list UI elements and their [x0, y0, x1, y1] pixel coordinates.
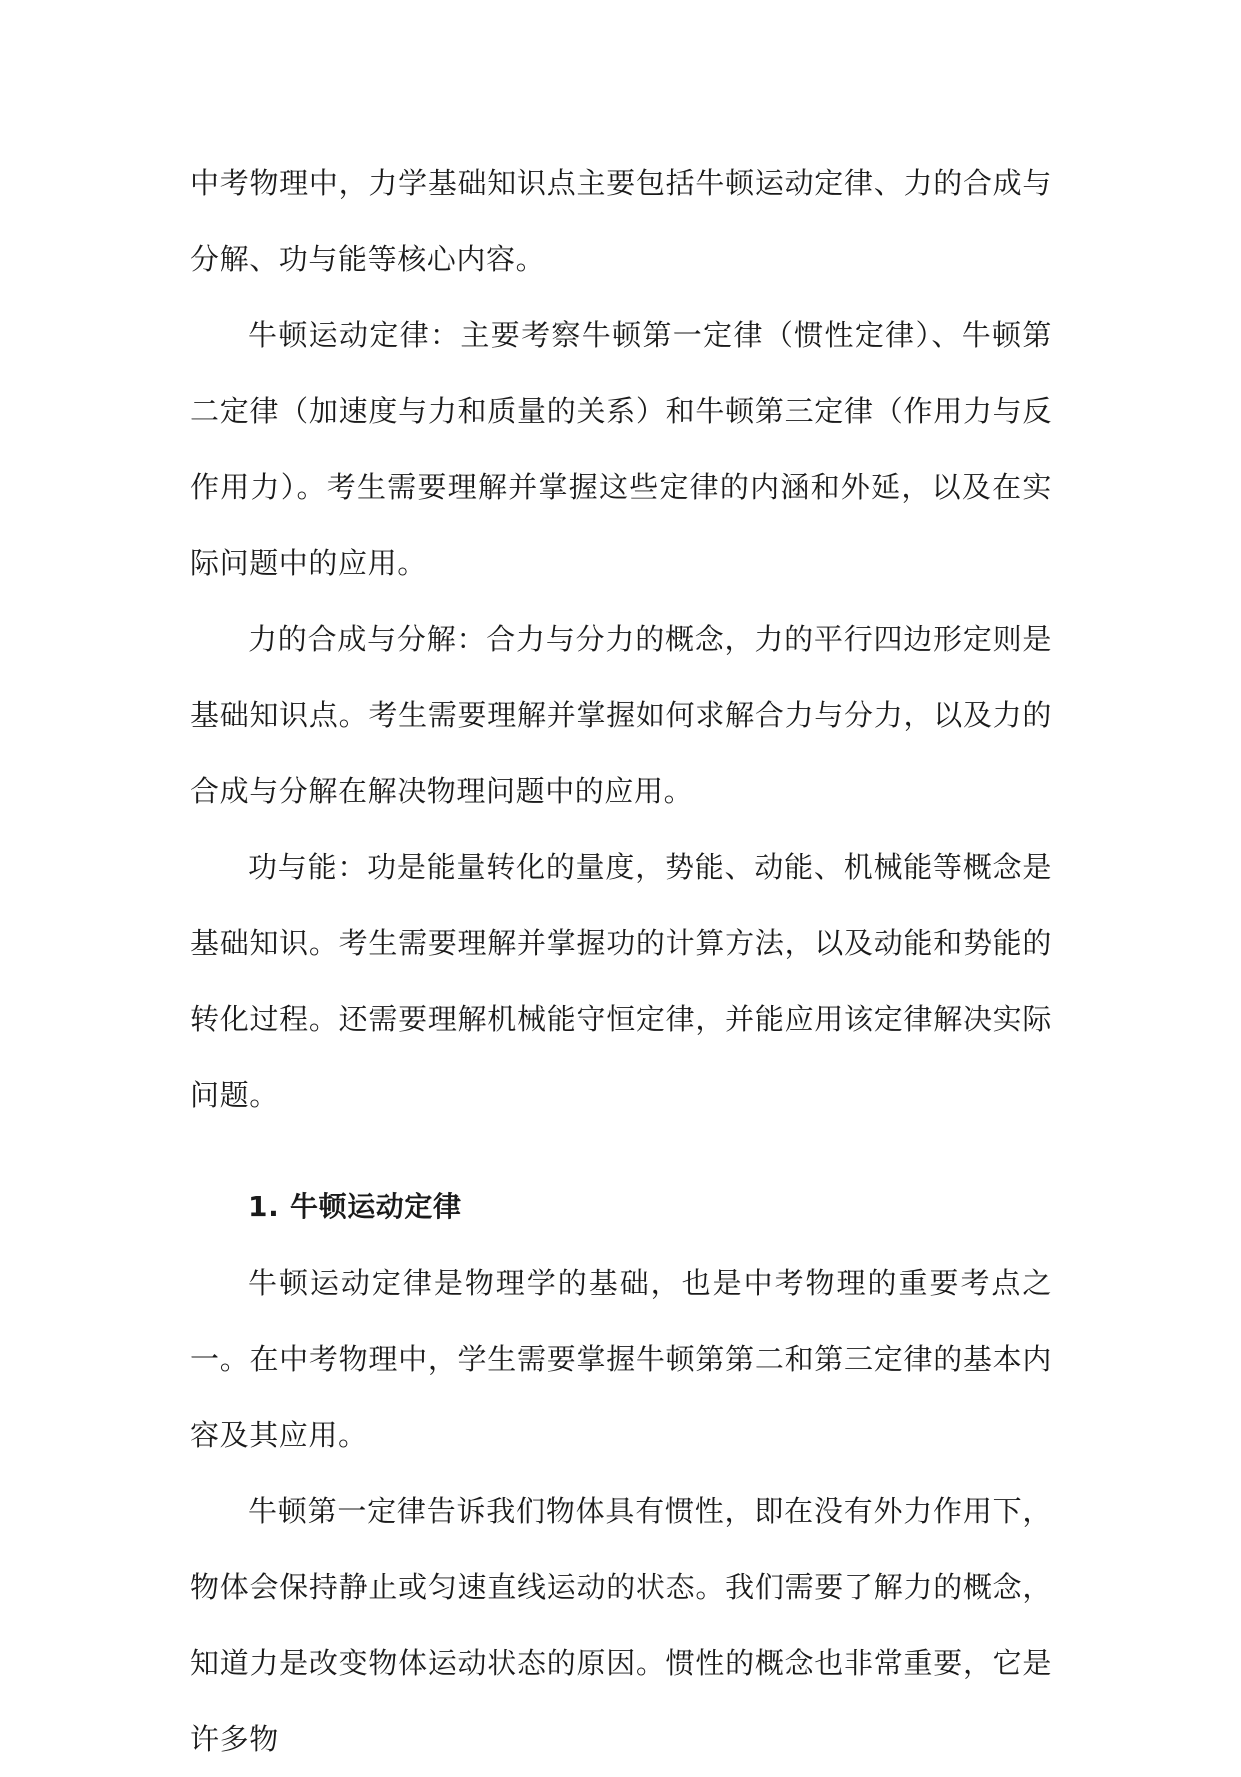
intro-paragraph: 中考物理中，力学基础知识点主要包括牛顿运动定律、力的合成与分解、功与能等核心内容。: [190, 166, 1052, 276]
section-number: 1.: [248, 1190, 280, 1223]
section-title: 牛顿运动定律: [290, 1190, 462, 1223]
newton-laws-summary-paragraph: 牛顿运动定律：主要考察牛顿第一定律（惯性定律）、牛顿第二定律（加速度与力和质量的关系）和牛顿第三定律（作用力与反作用力）。考生需要理解并掌握这些定律的内涵和外延，以及在实际问题中的应用。: [190, 318, 1052, 580]
work-energy-paragraph: 功与能：功是能量转化的量度，势能、动能、机械能等概念是基础知识。考生需要理解并掌握功的计算方法，以及动能和势能的转化过程。还需要理解机械能守恒定律，并能应用该定律解决实际问题。: [190, 850, 1052, 1112]
section-paragraph: 牛顿第一定律告诉我们物体具有惯性，即在没有外力作用下，物体会保持静止或匀速直线运动的状态。我们需要了解力的概念，知道力是改变物体运动状态的原因。惯性的概念也非常重要，它是许多物: [190, 1494, 1052, 1756]
section-paragraph: 牛顿运动定律是物理学的基础，也是中考物理的重要考点之一。在中考物理中，学生需要掌握牛顿第第二和第三定律的基本内容及其应用。: [190, 1266, 1052, 1452]
force-composition-paragraph: 力的合成与分解：合力与分力的概念，力的平行四边形定则是基础知识点。考生需要理解并掌握如何求解合力与分力，以及力的合成与分解在解决物理问题中的应用。: [190, 622, 1052, 808]
document-body: [190, 145, 1052, 1777]
section-heading: [190, 1169, 1052, 1245]
